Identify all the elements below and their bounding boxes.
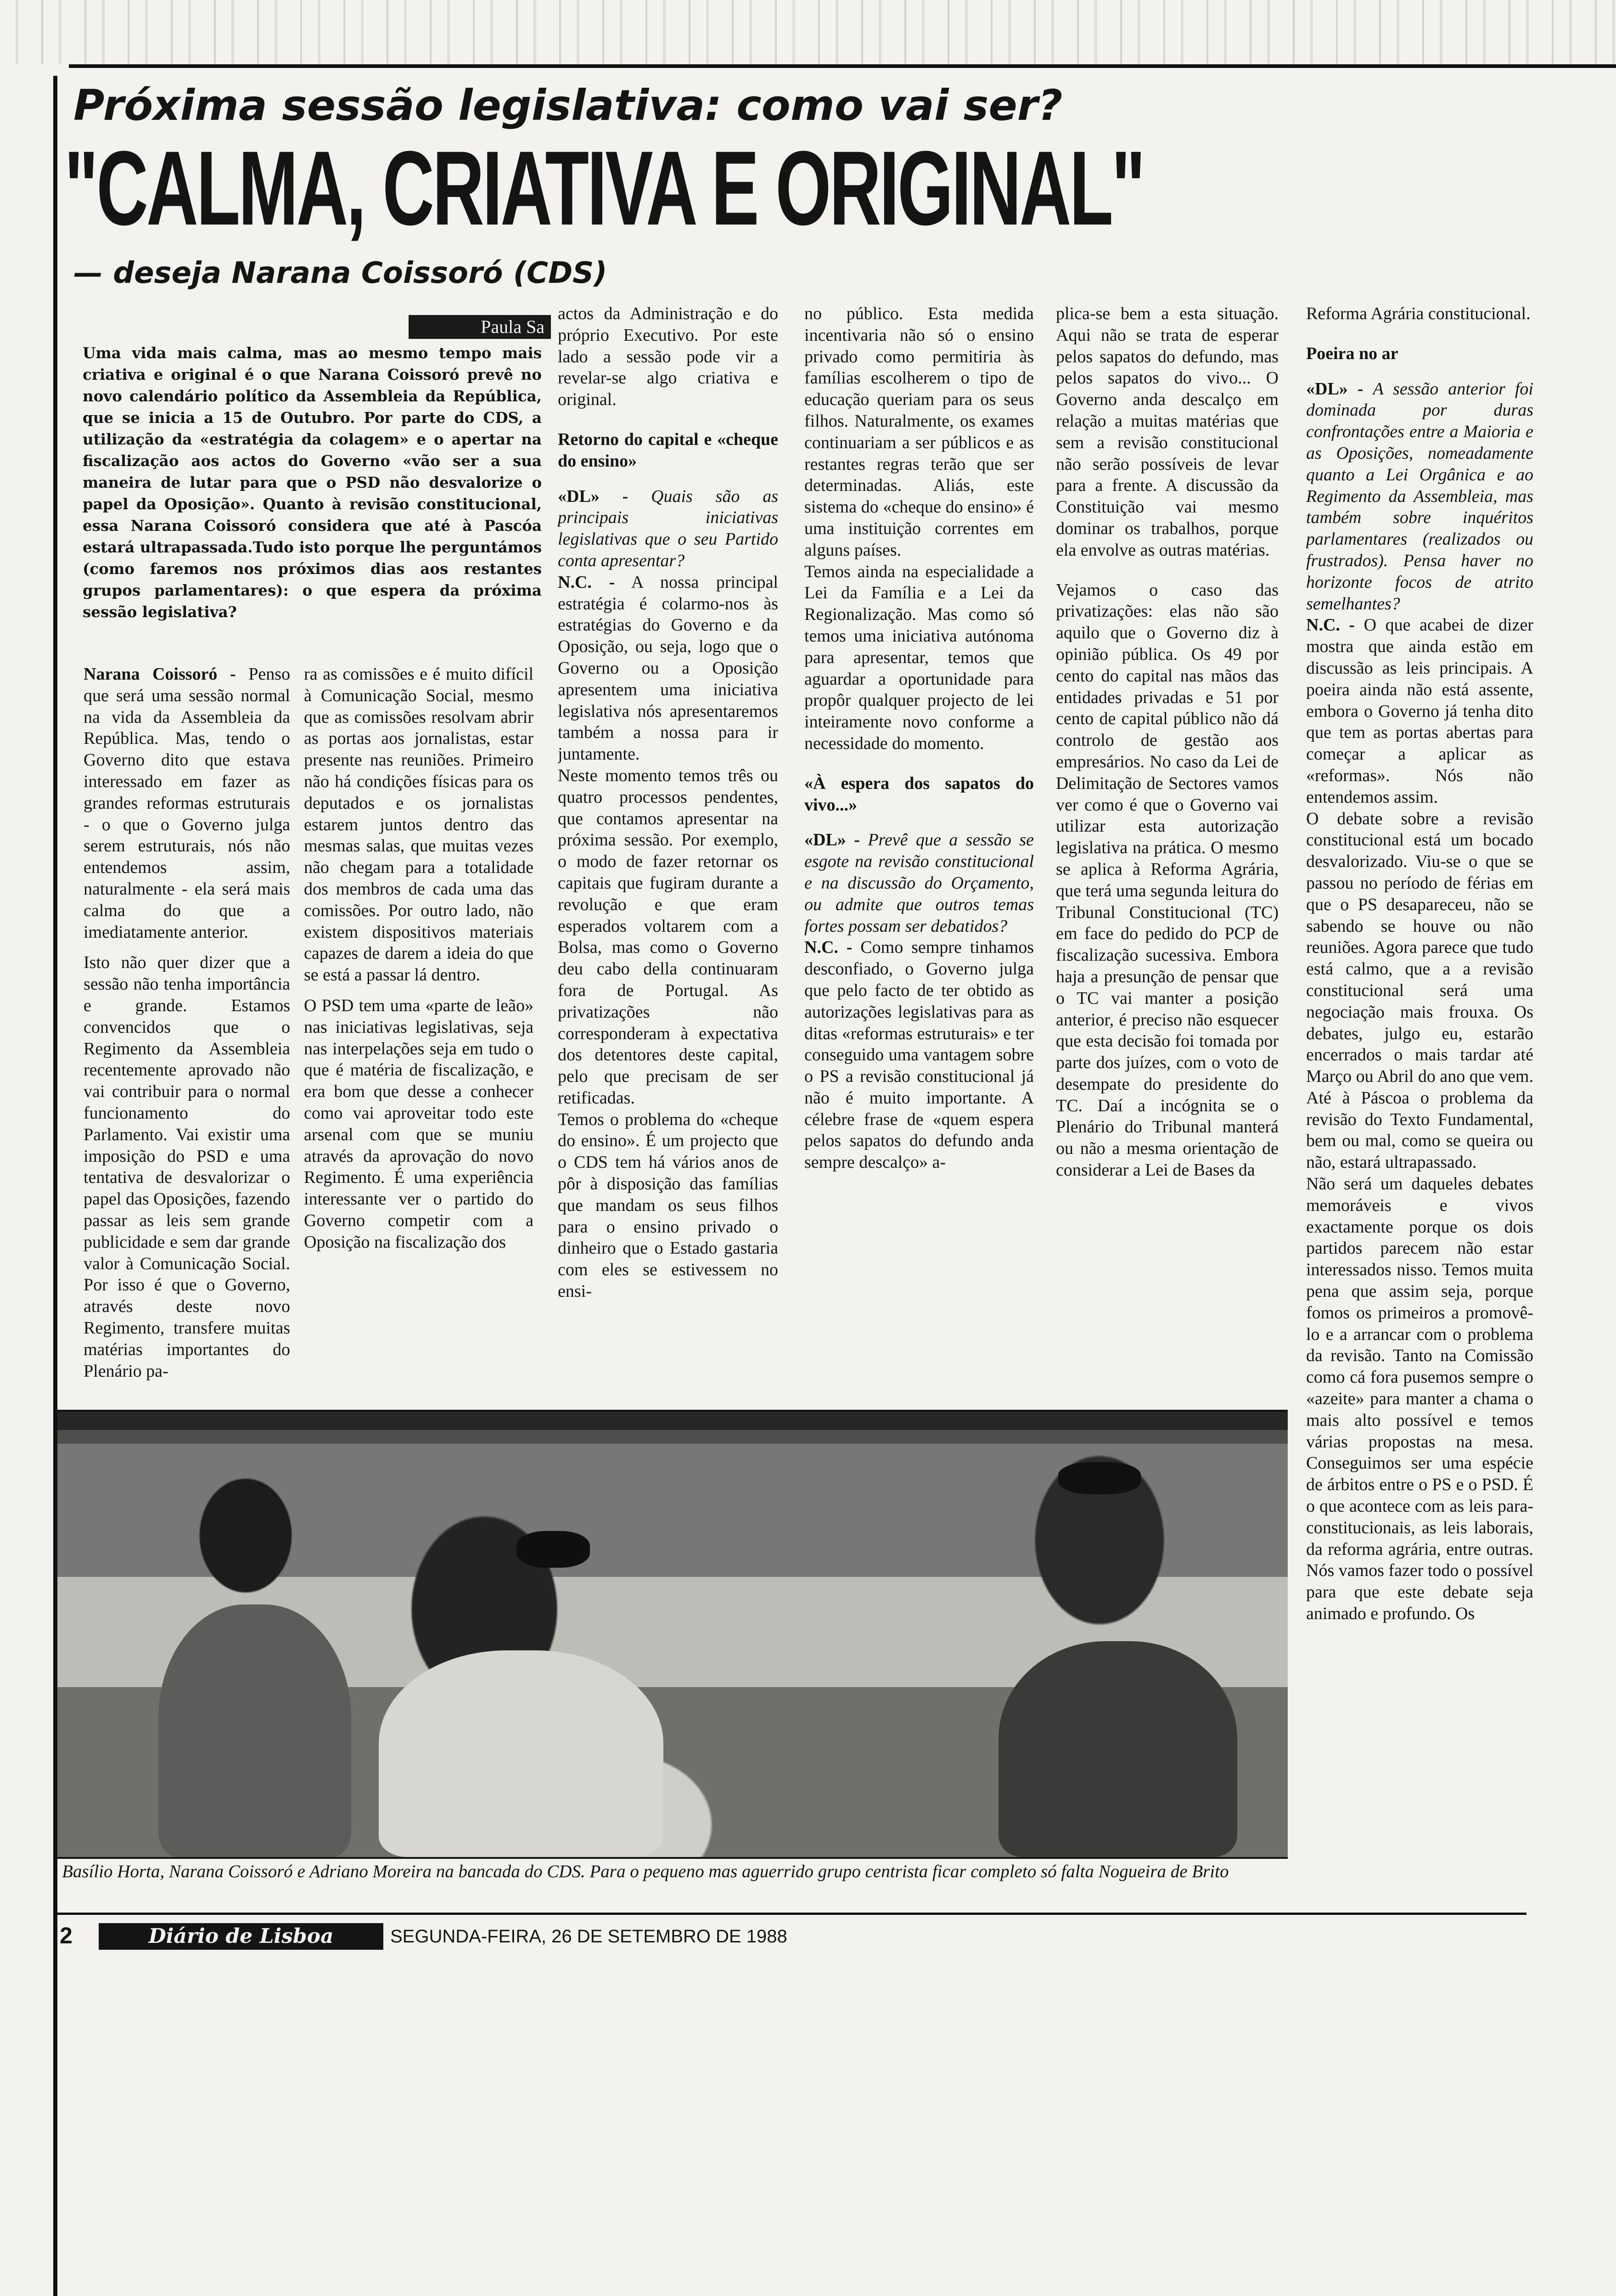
answer-text: O que acabei de dizer mostra que ainda estão em discussão as leis principais. A poeira ainda não está assente, embora o Governo já tenha dito que tem as portas abertas para começar a aplicar as «reformas». Nós não entendemos assim.	[1306, 615, 1533, 807]
left-rule	[53, 76, 57, 2296]
masthead-strip	[0, 0, 1616, 64]
question-label: «DL» -	[558, 486, 628, 506]
newspaper-name: Diário de Lisboa	[99, 1923, 383, 1950]
answer-label: N.C. -	[558, 572, 615, 592]
question-text: A sessão anterior foi dominada por duras confrontações entre a Maioria e as Oposições, nomeadamente quanto a Lei Orgânica e ao Regimento da Assembleia, mas também sobre inquéritos parlamentares (realizados ou frustrados). Pensa haver no horizonte focos de atrito semelhantes?	[1306, 379, 1533, 613]
article-column-1	[84, 664, 290, 1398]
column-text: actos da Administração e do próprio Executivo. Por este lado a sessão pode vir a revelar-se algo criativa e original.	[558, 304, 778, 410]
deck: — deseja Narana Coissoró (CDS)	[73, 256, 607, 290]
column-text: Temos o problema do «cheque do ensino». É um projecto que o CDS tem há vários anos de pôr à disposição das famílias que mandam os seus filhos para o ensino privado o dinheiro que o Estado gastaria com eles se estivessem no ensi-	[558, 1109, 778, 1301]
footer-rule	[57, 1913, 1526, 1915]
top-rule	[69, 64, 1616, 68]
article-column-6	[1306, 303, 1533, 1906]
column-text: no público. Esta medida incentivaria não só o ensino privado como permitiria às famílias escolherem o tipo de educação queriam para os seus filhos. Naturalmente, os exames continuariam a ser públicos e as restantes regras terão que ser determinadas. Aliás, este sistema do «cheque do ensino» é uma instituição correntes em alguns países.	[804, 304, 1034, 560]
photo-caption: Basílio Horta, Narana Coissoró e Adriano Moreira na bancada do CDS. Para o pequeno mas aguerrido grupo centrista ficar completo só falta Nogueira de Brito	[62, 1862, 1229, 1881]
subheading: «À espera dos sapatos do vivo...»	[804, 773, 1034, 815]
article-column-4	[804, 303, 1034, 1401]
page-number: 2	[60, 1923, 73, 1948]
headline: "CALMA, CRIATIVA E ORIGINAL"	[64, 129, 1144, 247]
subheading: Retorno do capital e «cheque do ensino»	[558, 429, 778, 471]
column-text: ra as comissões e é muito difícil à Comunicação Social, mesmo que as comissões resolvam abrir as portas aos jornalistas, estar presente nas reuniões. Primeiro não há condições físicas para os deputados e os jornalistas estarem juntos dentro das mesmas salas, que muitas vezes não chegam para a totalidade dos membros de cada uma das comissões. Por outro lado, não existem dispositivos materiais capazes de darem a ideia do que se está a passar lá dentro.	[304, 664, 533, 985]
question-label: «DL» -	[804, 830, 860, 850]
column-text: Neste momento temos três ou quatro processos pendentes, que contamos apresentar na próxima sessão. Por exemplo, o modo de fazer retornar os capitais que fugiram durante a revolução e que eram esperados voltarem com a Bolsa, mas como o Governo deu cabo della continuaram fora de Portugal. As privatizações não corresponderam à expectativa dos detentores deste capital, pelo que precisam de ser retificadas.	[558, 765, 778, 1108]
photo-cds-bench	[57, 1410, 1288, 1859]
article-column-5	[1056, 303, 1279, 1401]
column-text: O PSD tem uma «parte de leão» nas iniciativas legislativas, seja nas interpelações seja em tudo o que é matéria de fiscalização, e era bom que desse a conhecer como vai aproveitar todo este arsenal com que se muniu através da aprovação do novo Regimento. É uma experiência interessante ver o partido do Governo competir com a Oposição na fiscalização dos	[304, 996, 533, 1252]
kicker: Próxima sessão legislativa: como vai ser?	[73, 81, 1063, 130]
column-text: Reforma Agrária constitucional.	[1306, 304, 1531, 323]
column-text: plica-se bem a esta situação. Aqui não se trata de esperar pelos sapatos do defundo, mas pelos sapatos do vivo... O Governo anda descalço em relação a muitas matérias que sem a revisão constitucional não serão possíveis de levar para a frente. A discussão da Constituição vai mesmo dominar os trabalhos, porque ela envolve as outras matérias.	[1056, 304, 1279, 560]
column-text: Não será um daqueles debates memoráveis e vivos exactamente porque os dois partidos parecem não estar interessados nisso. Temos muita pena que assim seja, porque fomos os primeiros a promovê-lo e a arrancar com o problema da revisão. Tanto na Comissão como cá fora pusemos sempre o «azeite» para manter a chama o mais alto possível e temos várias propostas na mesa. Conseguimos ser uma espécie de árbitos entre o PS e o PSD. É o que acontece com as leis para-constitucionais, as leis laborais, da reforma agrária, entre outras. Nós vamos fazer todo o possível para que este debate seja animado e profundo. Os	[1306, 1174, 1533, 1624]
answer-label: N.C. -	[804, 938, 853, 957]
issue-date: SEGUNDA-FEIRA, 26 DE SETEMBRO DE 1988	[390, 1926, 787, 1947]
column-text: Temos ainda na especialidade a Lei da Família e a Lei da Regionalização. Mas como só temos uma iniciativa autónoma para apresentar, temos que aguardar a oportunidade para propôr qualquer projecto de lei inteiramente novo conforme a necessidade do momento.	[804, 562, 1034, 753]
answer-text: Como sempre tinhamos desconfiado, o Governo julga que pelo facto de ter obtido as autorizações legislativas para as ditas «reformas estruturais» e ter conseguido uma vantagem sobre o PS a revisão constitucional já não é muito importante. A célebre frase de «quem espera pelos sapatos do defundo anda sempre descalço» a-	[804, 938, 1034, 1172]
answer-label: N.C. -	[1306, 615, 1355, 635]
answer-text: A nossa principal estratégia é colarmo-nos às estratégias do Governo e da Oposição, ou seja, logo que o Governo ou a Oposição apresentem uma iniciativa legislativa nós apresentaremos também a nossa para ir juntamente.	[558, 572, 778, 764]
column-text: Penso que será uma sessão normal na vida da Assembleia da República. Mas, tendo o Governo dito que estava interessado em fazer as grandes reformas estruturais - o que o Governo julga serem estruturais, nós não entendemos assim, naturalmente - ela será mais calma do que a imediatamente anterior.	[84, 664, 290, 942]
column-text: Isto não quer dizer que a sessão não tenha importância e grande. Estamos convencidos que o Regimento da Assembleia recentemente aprovado não vai contribuir para o normal funcionamento do Parlamento. Vai existir uma imposição do PSD e uma tentativa de desvalorizar o papel das Oposições, fazendo passar as leis sem grande publicidade e sem dar grande valor à Comunicação Social. Por isso é que o Governo, através deste novo Regimento, transfere muitas matérias importantes do Plenário pa-	[84, 953, 290, 1381]
intro-paragraph: Uma vida mais calma, mas ao mesmo tempo mais criativa e original é o que Narana Coissoró prevê no novo calendário político da Assembleia da República, que se inicia a 15 de Outubro. Por parte do CDS, a utilização da «estratégia da colagem» e o apertar na fiscalização aos actos do Governo «vão ser a sua maneira de lutar para que o PSD não desvalorize o papel da Oposição». Quanto à revisão constitucional, essa Narana Coissoró considera que até à Pascóa estará ultrapassada.Tudo isto porque lhe perguntámos (como faremos nos próximos dias aos restantes grupos parlamentares): o que espera da próxima sessão legislativa?	[83, 344, 542, 621]
question-text: Quais são as principais iniciativas legislativas que o seu Partido conta apresentar?	[558, 486, 778, 570]
article-column-2	[304, 664, 533, 1398]
speaker-label: Narana Coissoró -	[84, 664, 236, 684]
column-text: Vejamos o caso das privatizações: elas não são aquilo que o Governo diz à opinião pública. Os 49 por cento do capital nas mãos das entidades privadas e 51 por cento de capital público não dá controlo de gestão aos empresários. No caso da Lei de Delimitação de Sectores vamos ver como é que o Governo vai utilizar esta autorização legislativa na prática. O mesmo se aplica à Reforma Agrária, que terá uma segunda leitura do Tribunal Constitucional (TC) em face do pedido do PCP de fiscalização sucessiva. Embora haja a presunção de pensar que o TC vai manter a posição anterior, é preciso não esquecer que esta decisão foi tomada por parte dos juízes, com o voto de desempate do presidente do TC. Daí a incógnita se o Plenário do Tribunal manterá ou não a mesma orientação de considerar a Lei de Bases da	[1056, 580, 1279, 1180]
column-text: O debate sobre a revisão constitucional está um bocado desvalorizado. Viu-se o que se passou no período de férias em que o PS desapareceu, não se sabendo se houve ou não reuniões. Agora parece que tudo está calmo, que a a revisão constitucional será uma negociação mais frouxa. Os debates, julgo eu, estarão encerrados o mais tardar até Março ou Abril do ano que vem. Até à Páscoa o problema da revisão do Texto Fundamental, bem ou mal, como se queira ou não, estará ultrapassado.	[1306, 809, 1533, 1172]
subheading: Poeira no ar	[1306, 343, 1398, 363]
question-text: Prevê que a sessão se esgote na revisão constitucional e na discussão do Orçamento, ou admite que outros temas fortes possam ser debatidos?	[804, 830, 1034, 936]
question-label: «DL» -	[1306, 379, 1364, 399]
byline: Paula Sa	[409, 315, 551, 339]
article-column-3	[558, 303, 778, 1401]
